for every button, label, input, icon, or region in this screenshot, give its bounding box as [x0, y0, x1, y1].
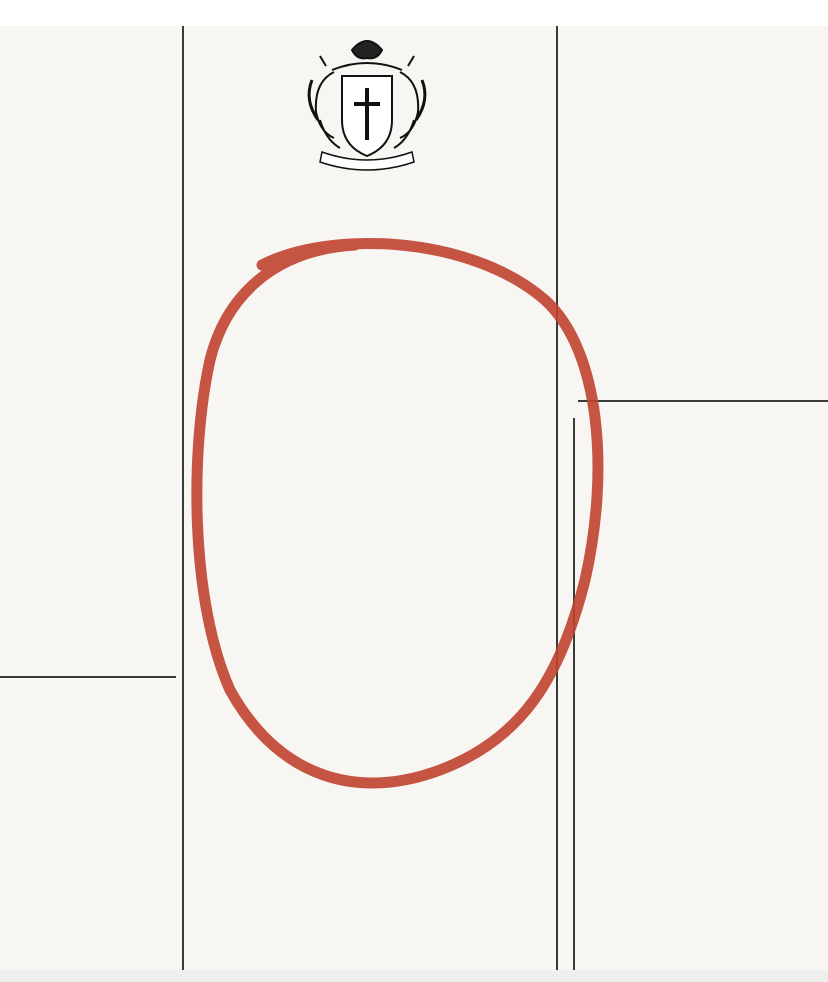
left-column — [0, 26, 176, 970]
column-rule — [182, 26, 184, 970]
newspaper-page — [0, 26, 828, 970]
middle-column — [204, 26, 552, 970]
section-divider — [578, 400, 828, 402]
section-divider — [0, 676, 176, 678]
column-rule — [573, 418, 575, 970]
right-column — [578, 26, 828, 970]
bottom-margin — [0, 970, 828, 982]
column-rule — [556, 26, 558, 970]
top-margin — [0, 0, 828, 26]
coat-of-arms-icon — [292, 30, 442, 180]
